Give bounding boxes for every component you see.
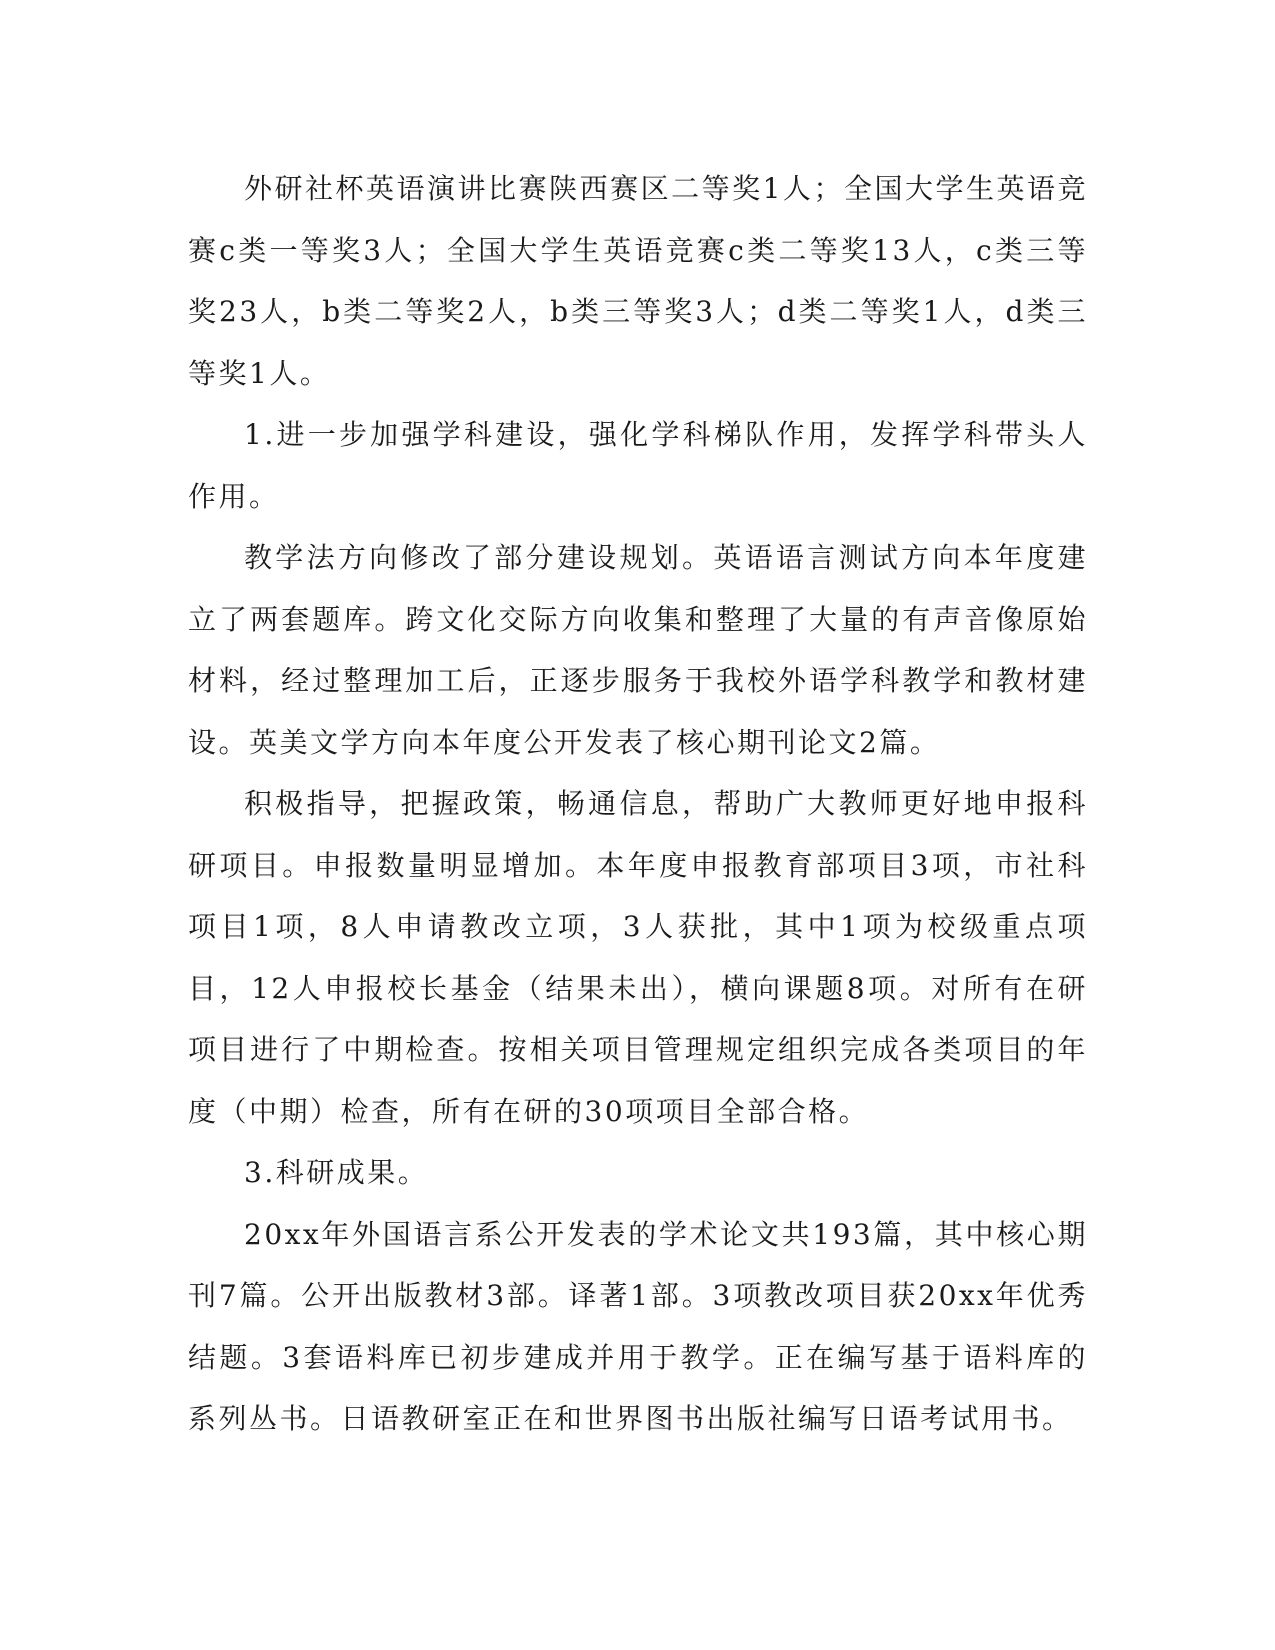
- paragraph-research-results: 20xx年外国语言系公开发表的学术论文共193篇，其中核心期刊7篇。公开出版教材3部。译著1部。3项教改项目获20xx年优秀结题。3套语料库已初步建成并用于教学。正在编写基于语料库的系列丛书。日语教研室正在和世界图书出版社编写日语考试用书。: [188, 1217, 1088, 1435]
- document-body: [188, 158, 1088, 1450]
- paragraph-research-projects: 积极指导，把握政策，畅通信息，帮助广大教师更好地申报科研项目。申报数量明显增加。本年度申报教育部项目3项，市社科项目1项，8人申请教改立项，3人获批，其中1项为校级重点项目，12人申报校长基金（结果未出），横向课题8项。对所有在研项目进行了中期检查。按相关项目管理规定组织完成各类项目的年度（中期）检查，所有在研的30项项目全部合格。: [188, 787, 1088, 1128]
- paragraph-discipline-directions: 教学法方向修改了部分建设规划。英语语言测试方向本年度建立了两套题库。跨文化交际方向收集和整理了大量的有声音像原始材料，经过整理加工后，正逐步服务于我校外语学科教学和教材建设。英美文学方向本年度公开发表了核心期刊论文2篇。: [188, 541, 1088, 759]
- paragraph-discipline-heading: 1.进一步加强学科建设，强化学科梯队作用，发挥学科带头人作用。: [188, 418, 1088, 513]
- paragraph-awards: 外研社杯英语演讲比赛陕西赛区二等奖1人；全国大学生英语竞赛c类一等奖3人；全国大学生英语竞赛c类二等奖13人，c类三等奖23人，b类二等奖2人，b类三等奖3人；d类二等奖1人，d类三等奖1人。: [188, 172, 1088, 390]
- paragraph-research-results-heading: 3.科研成果。: [244, 1156, 429, 1189]
